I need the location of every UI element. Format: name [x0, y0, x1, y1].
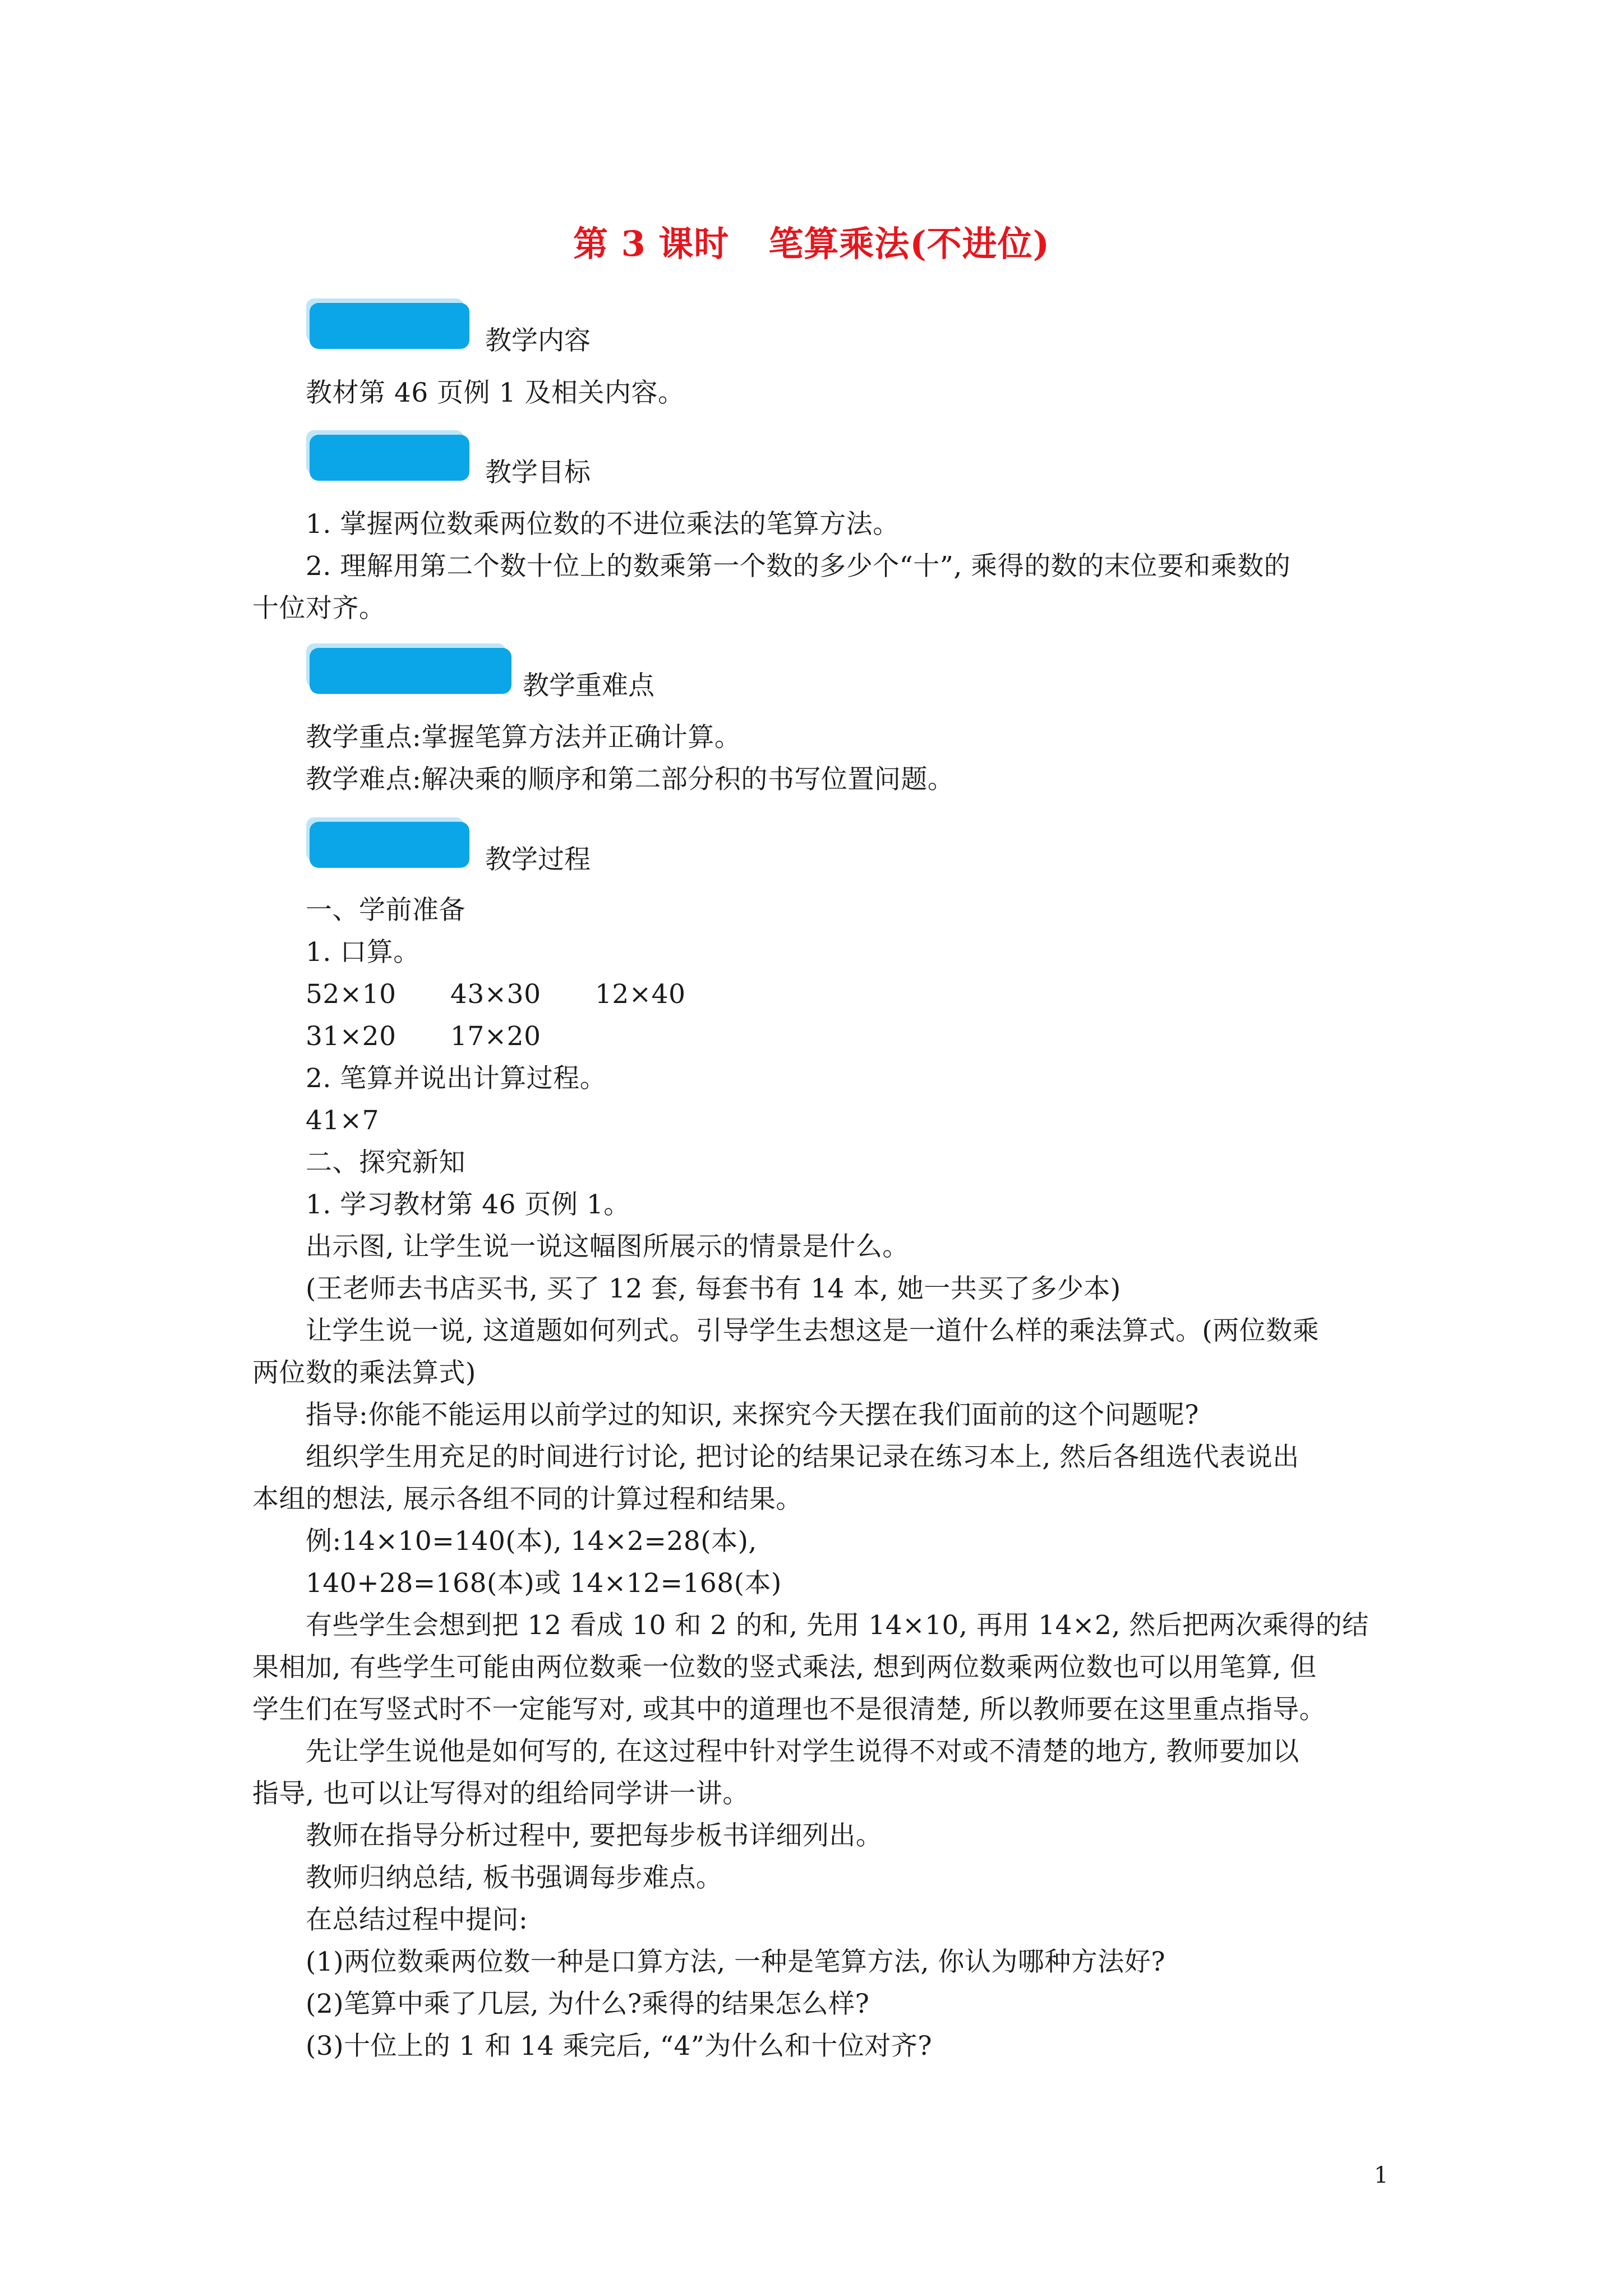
- lesson-topic: 笔算乘法(不进位): [768, 223, 1050, 264]
- page-number: 1: [1374, 2162, 1389, 2188]
- section-header-content: [310, 297, 646, 359]
- oral-item: 31×20: [306, 1021, 396, 1052]
- part1-title: 一、学前准备: [306, 895, 465, 926]
- paragraph: 本组的想法, 展示各组不同的计算过程和结果。: [252, 1484, 803, 1515]
- oral-item: 43×30: [450, 979, 541, 1010]
- section-label: 教学内容: [485, 325, 591, 356]
- lesson-number: 第 3 课时: [573, 223, 730, 264]
- oral-title: 1. 口算。: [306, 937, 420, 968]
- paragraph: 教师归纳总结, 板书强调每步难点。: [306, 1862, 723, 1893]
- question: (3)十位上的 1 和 14 乘完后, “4”为什么和十位对齐?: [306, 2031, 933, 2062]
- section-badge: [310, 435, 469, 481]
- section-label: 教学过程: [485, 844, 591, 875]
- paragraph: 指导, 也可以让写得对的组给同学讲一讲。: [252, 1778, 749, 1809]
- example-line: 140+28=168(本)或 14×12=168(本): [306, 1568, 782, 1599]
- oral-item: 12×40: [595, 979, 686, 1010]
- paragraph: 出示图, 让学生说一说这幅图所展示的情景是什么。: [306, 1231, 909, 1262]
- goal-1: 1. 掌握两位数乘两位数的不进位乘法的笔算方法。: [306, 509, 900, 540]
- paragraph: 教师在指导分析过程中, 要把每步板书详细列出。: [306, 1820, 883, 1851]
- page-title: [0, 216, 1623, 266]
- study-title: 1. 学习教材第 46 页例 1。: [306, 1189, 630, 1220]
- keypoint-focus: 教学重点:掌握笔算方法并正确计算。: [306, 722, 741, 753]
- written-expr: 41×7: [306, 1105, 380, 1136]
- paragraph: 先让学生说他是如何写的, 在这过程中针对学生说得不对或不清楚的地方, 教师要加以: [306, 1736, 1299, 1767]
- content-text: 教材第 46 页例 1 及相关内容。: [306, 378, 685, 408]
- paragraph: 两位数的乘法算式): [252, 1358, 476, 1388]
- paragraph: 指导:你能不能运用以前学过的知识, 来探究今天摆在我们面前的这个问题呢?: [306, 1400, 1199, 1430]
- paragraph: 让学生说一说, 这道题如何列式。引导学生去想这是一道什么样的乘法算式。(两位数乘: [306, 1315, 1320, 1346]
- example-line: 例:14×10=140(本), 14×2=28(本),: [306, 1526, 757, 1557]
- keypoint-difficulty: 教学难点:解决乘的顺序和第二部分积的书写位置问题。: [306, 764, 955, 795]
- oral-row-1: [306, 978, 686, 1011]
- question: (1)两位数乘两位数一种是口算方法, 一种是笔算方法, 你认为哪种方法好?: [306, 1947, 1166, 1977]
- section-header-process: [310, 816, 646, 878]
- goal-2-line2: 十位对齐。: [252, 593, 386, 624]
- oral-item: 17×20: [450, 1021, 541, 1052]
- goal-2-line1: 2. 理解用第二个数十位上的数乘第一个数的多少个“十”, 乘得的数的末位要和乘数的: [306, 551, 1291, 582]
- paragraph: 学生们在写竖式时不一定能写对, 或其中的道理也不是很清楚, 所以教师要在这里重点指导。: [252, 1694, 1326, 1725]
- section-badge: [310, 648, 511, 694]
- part2-title: 二、探究新知: [306, 1147, 465, 1178]
- section-badge: [310, 303, 469, 349]
- section-label: 教学目标: [485, 457, 591, 488]
- paragraph: 组织学生用充足的时间进行讨论, 把讨论的结果记录在练习本上, 然后各组选代表说出: [306, 1442, 1299, 1473]
- paragraph: 有些学生会想到把 12 看成 10 和 2 的和, 先用 14×10, 再用 14×2, 然后把两次乘得的结: [306, 1610, 1369, 1641]
- question: (2)笔算中乘了几层, 为什么?乘得的结果怎么样?: [306, 1989, 870, 2019]
- oral-item: 52×10: [306, 979, 396, 1010]
- paragraph: 在总结过程中提问:: [306, 1904, 528, 1935]
- paragraph: (王老师去书店买书, 买了 12 套, 每套书有 14 本, 她一共买了多少本): [306, 1273, 1121, 1304]
- oral-row-2: [306, 1020, 541, 1053]
- section-badge: [310, 822, 469, 868]
- section-header-keypoints: [310, 642, 702, 704]
- written-title: 2. 笔算并说出计算过程。: [306, 1063, 607, 1094]
- section-label: 教学重难点: [523, 670, 654, 701]
- section-header-goals: [310, 429, 646, 491]
- paragraph: 果相加, 有些学生可能由两位数乘一位数的竖式乘法, 想到两位数乘两位数也可以用笔算, 但: [252, 1652, 1317, 1683]
